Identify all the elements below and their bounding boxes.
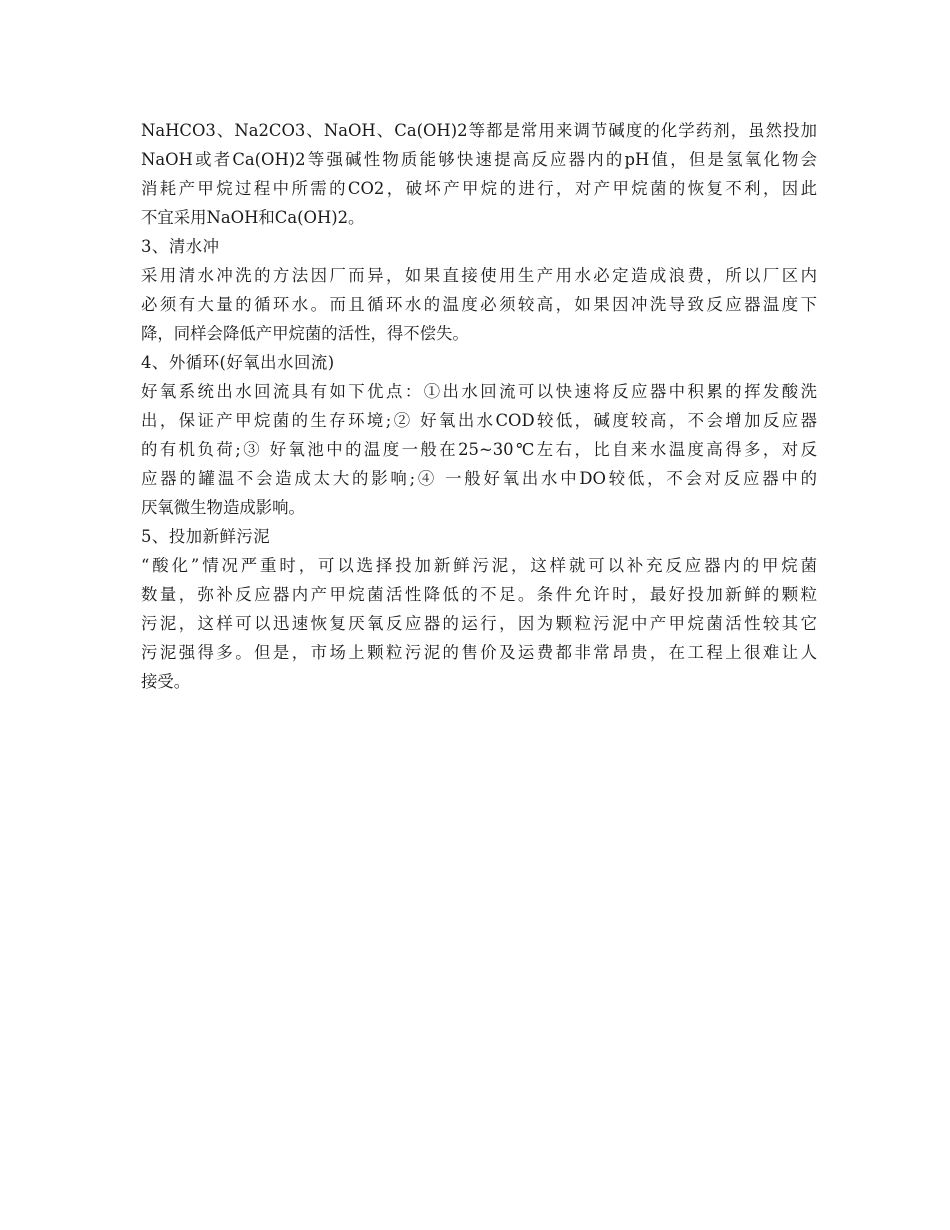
paragraph-line: 不宜采用NaOH和Ca(OH)2。: [141, 208, 365, 227]
paragraph-line: 污泥强得多。但是，市场上颗粒污泥的售价及运费都非常昂贵，在工程上很难让人: [141, 643, 817, 662]
paragraph-line: 必须有大量的循环水。而且循环水的温度必须较高，如果因冲洗导致反应器温度下: [141, 295, 817, 314]
section-heading-clean-water-flush: 3、清水冲: [141, 237, 220, 256]
paragraph-external-recirculation: [141, 377, 817, 522]
paragraph-line: 的有机负荷;③ 好氧池中的温度一般在25~30℃左右，比自来水温度高得多，对反: [141, 440, 817, 459]
section-heading-external-recirculation: 4、外循环(好氧出水回流): [141, 353, 335, 372]
paragraph-line: 厌氧微生物造成影响。: [141, 498, 305, 517]
paragraph-alkalinity-chemicals: [141, 116, 817, 232]
paragraph-line: “酸化”情况严重时，可以选择投加新鲜污泥，这样就可以补充反应器内的甲烷菌: [141, 556, 817, 575]
paragraph-line: 接受。: [141, 672, 191, 691]
paragraph-line: 采用清水冲洗的方法因厂而异，如果直接使用生产用水必定造成浪费，所以厂区内: [141, 266, 817, 285]
section-heading-fresh-sludge: 5、投加新鲜污泥: [141, 527, 271, 546]
paragraph-line: NaOH或者Ca(OH)2等强碱性物质能够快速提高反应器内的pH值，但是氢氧化物会: [141, 150, 817, 169]
paragraph-line: 应器的罐温不会造成太大的影响;④ 一般好氧出水中DO较低，不会对反应器中的: [141, 469, 817, 488]
paragraph-line: 好氧系统出水回流具有如下优点：①出水回流可以快速将反应器中积累的挥发酸洗: [141, 382, 817, 401]
document-body: [141, 116, 817, 696]
paragraph-line: 出，保证产甲烷菌的生存环境;② 好氧出水COD较低，碱度较高，不会增加反应器: [141, 411, 817, 430]
paragraph-clean-water-flush: [141, 261, 817, 348]
paragraph-line: 消耗产甲烷过程中所需的CO2，破坏产甲烷的进行，对产甲烷菌的恢复不利，因此: [141, 179, 817, 198]
paragraph-line: NaHCO3、Na2CO3、NaOH、Ca(OH)2等都是常用来调节碱度的化学药剂，虽然投加: [141, 121, 817, 140]
paragraph-fresh-sludge: [141, 551, 817, 696]
paragraph-line: 污泥，这样可以迅速恢复厌氧反应器的运行，因为颗粒污泥中产甲烷菌活性较其它: [141, 614, 817, 633]
paragraph-line: 数量，弥补反应器内产甲烷菌活性降低的不足。条件允许时，最好投加新鲜的颗粒: [141, 585, 817, 604]
paragraph-line: 降，同样会降低产甲烷菌的活性，得不偿失。: [141, 324, 469, 343]
